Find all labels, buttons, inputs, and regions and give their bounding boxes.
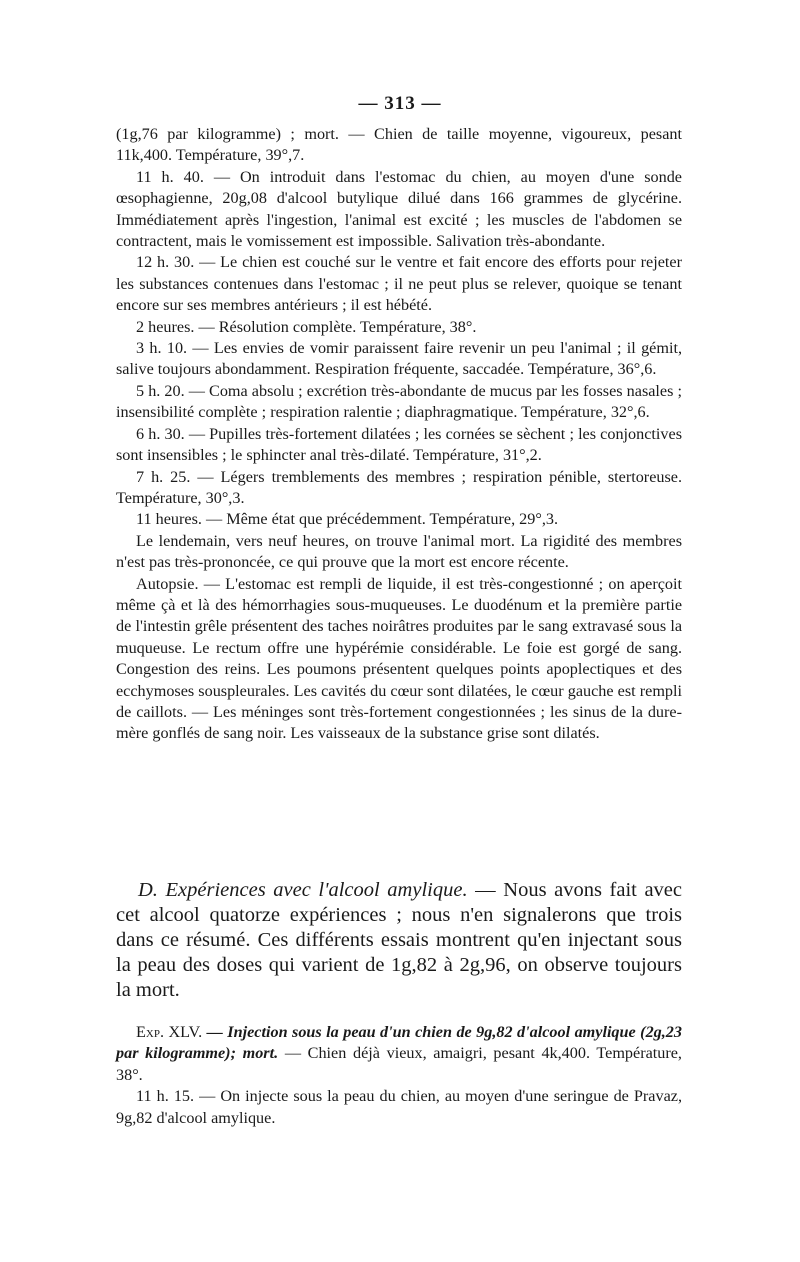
experiment-title: — Injection sous la peau d'un chien de 9g,82 d'alcool amylique (2g,23 par kilogramme); mort. [116, 1023, 682, 1063]
section-text: — Nous avons fait avec cet alcool quatorze expériences ; nous n'en signalerons que trois dans ce résumé. Ces différents essais montrent qu'en injectant sous la peau des doses qui varient de 1g,82 à 2g,96, on observe toujours la mort. [116, 879, 682, 1001]
experiment-xlv [116, 1022, 682, 1129]
section-d [116, 878, 682, 1003]
experiment-intro: — Chien déjà vieux, amaigri, pesant 4k,400. Température, 38°. [116, 1044, 682, 1084]
paragraph: 3 h. 10. — Les envies de vomir paraissent faire revenir un peu l'animal ; il gémit, salive toujours abondamment. Respiration fréquente, saccadée. Température, 36°,6. [116, 339, 682, 379]
page-number: — 313 — [358, 93, 442, 114]
autopsy-paragraph: Autopsie. — L'estomac est rempli de liquide, il est très-congestionné ; on aperçoit même çà et là des hémorrhagies sous-muqueuses. Le duodénum et la première partie de l'intestin grêle présentent des taches noirâtres produites par le sang extravasé sous la muqueuse. Le rectum offre une hypérémie considérable. Le foie est gorgé de sang. Congestion des reins. Les poumons présentent quelques points apoplectiques et des ecchymoses souspleurales. Les cavités du cœur sont dilatées, le cœur gauche est rempli de caillots. — Les méninges sont très-fortement congestionnées ; les sinus de la dure-mère gonflés de sang noir. Les vaisseaux de la substance grise sont dilatés. [116, 574, 682, 743]
paragraph: 5 h. 20. — Coma absolu ; excrétion très-abondante de mucus par les fosses nasales ; insensibilité complète ; respiration ralentie ; diaphragmatique. Température, 32°,6. [116, 381, 682, 422]
paragraph: 6 h. 30. — Pupilles très-fortement dilatées ; les cornées se sèchent ; les conjonctives sont insensibles ; le sphincter anal très-dilaté. Température, 31°,2. [116, 424, 682, 465]
section-heading: D. Expériences avec l'alcool amylique. [138, 879, 468, 901]
experiment-narrative [116, 124, 682, 745]
paragraph: 12 h. 30. — Le chien est couché sur le ventre et fait encore des efforts pour rejeter les substances contenues dans l'estomac ; il ne peut plus se relever, quoique se tenant encore sur ses membres antérieurs ; il est hébété. [116, 253, 682, 315]
paragraph: 11 heures. — Même état que précédemment. Température, 29°,3. [136, 510, 559, 529]
paragraph: 2 heures. — Résolution complète. Température, 38°. [136, 317, 477, 336]
paragraph: (1g,76 par kilogramme) ; mort. — Chien de taille moyenne, vigoureux, pesant 11k,400. Température, 39°,7. [116, 125, 682, 165]
paragraph: Le lendemain, vers neuf heures, on trouve l'animal mort. La rigidité des membres n'est pas très-prononcée, ce qui prouve que la mort est encore récente. [116, 531, 682, 572]
paragraph: 11 h. 15. — On injecte sous la peau du chien, au moyen d'une seringue de Pravaz, 9g,82 d'alcool amylique. [116, 1087, 682, 1127]
paragraph: 11 h. 40. — On introduit dans l'estomac du chien, au moyen d'une sonde œsophagienne, 20g,08 d'alcool butylique dilué dans 166 grammes de glycérine. Immédiatement après l'ingestion, l'animal est excité ; les muscles de l'abdomen se contractent, mais le vomissement est impossible. Salivation très-abondante. [116, 167, 682, 251]
paragraph: 7 h. 25. — Légers tremblements des membres ; respiration pénible, stertoreuse. Température, 30°,3. [116, 467, 682, 507]
experiment-label: Exp. XLV. [136, 1023, 203, 1041]
